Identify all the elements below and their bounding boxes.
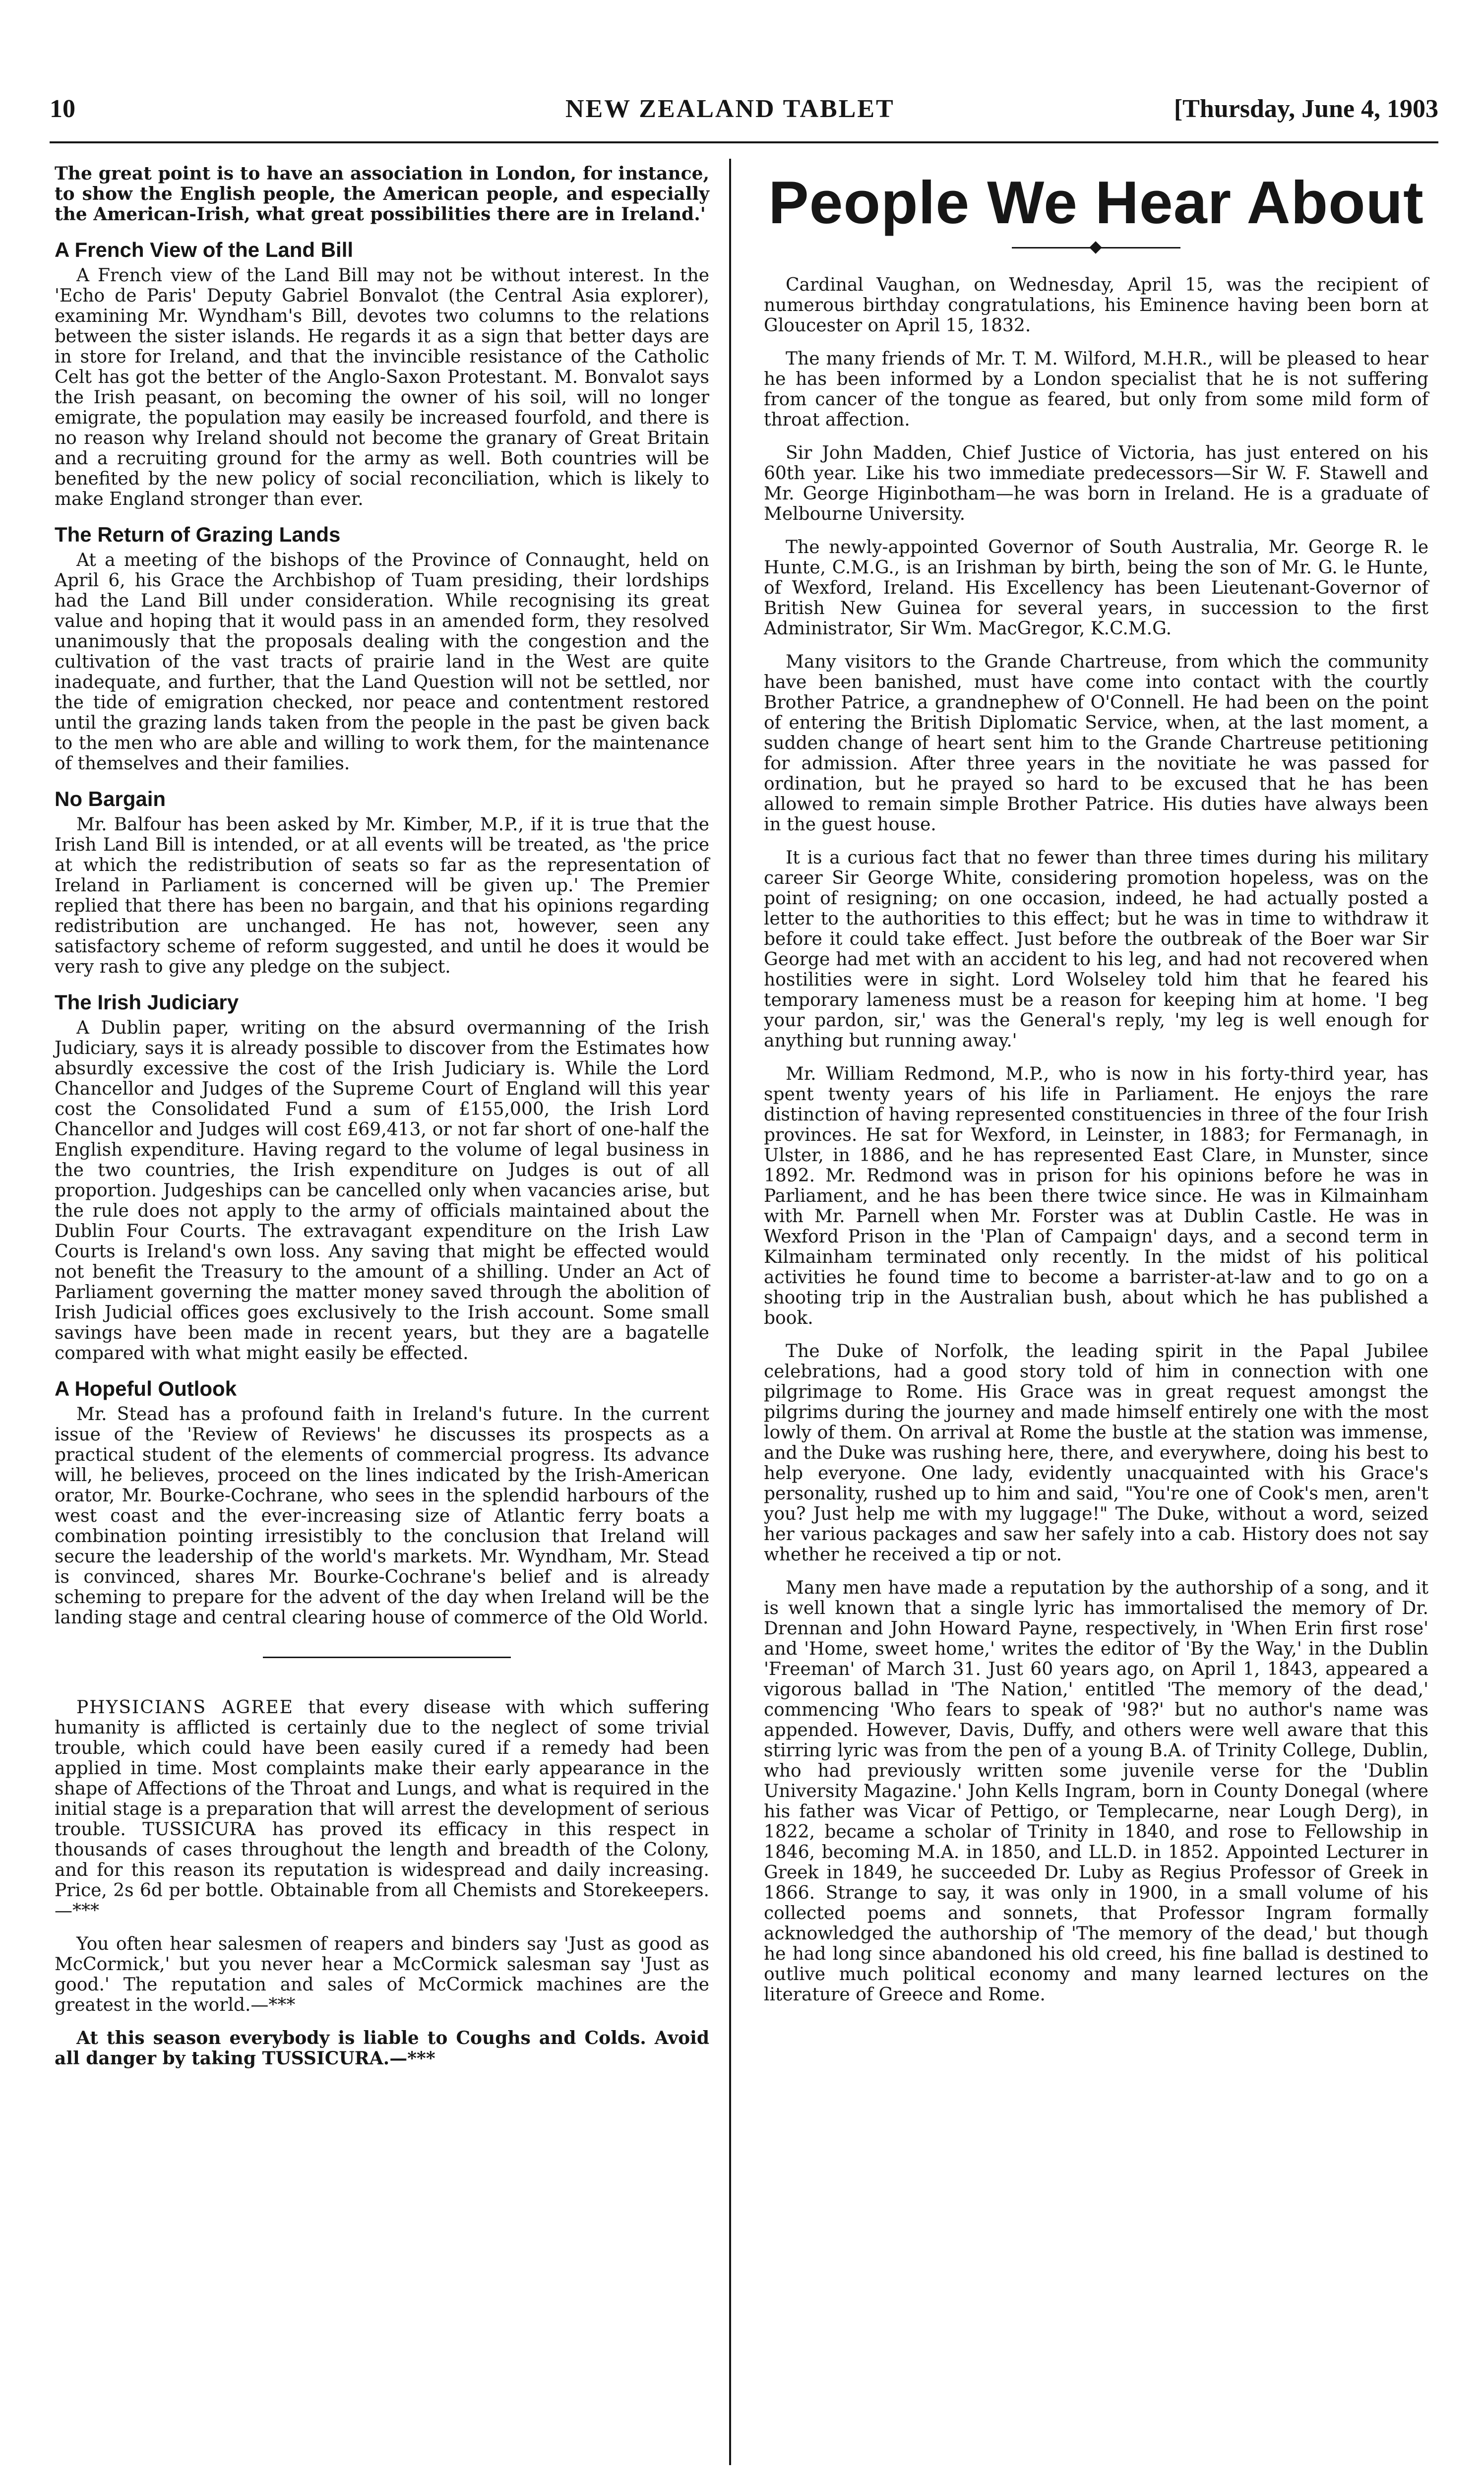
advertisement-separator <box>55 1653 709 1663</box>
section-title: A Hopeful Outlook <box>55 1377 237 1400</box>
masthead: NEW ZEALAND TABLET <box>565 95 895 123</box>
news-item: The newly-appointed Governor of South Australia, Mr. George R. le Hunte, C.M.G., is an Irishman by birth, being the son of Mr. G. le Hunte, of Wexford, Ireland. His Excellency has been Lieutenant-Governor of British New Guinea for several years, in succession to the first Administrator, Sir Wm. MacGregor, K.C.M.G. <box>764 537 1428 639</box>
news-item: Sir John Madden, Chief Justice of Victoria, has just entered on his 60th year. Like his two immediate predecessors—Sir W. F. Stawell and Mr. George Higinbotham—he was born in Ireland. He is a graduate of Melbourne University. <box>764 443 1428 524</box>
advert-lead: PHYSICIANS AGREE <box>76 1697 294 1718</box>
section-title: A French View of the Land Bill <box>55 238 354 261</box>
advert-text: that every disease with which suffering humanity is afflicted is certainly due to the neglect of some trivial trouble, which could have been easily cured if a remedy had been applied in time. Most complaints make their early appearance in the shape of Affections of the Throat and Lungs, and what is required in the initial stage is a preparation that will arrest the development of serious trouble. TUSSICURA has proved its efficacy in this respect in thousands of cases throughout the length and breadth of the Colony, and for this reason its reputation is widespread and daily increasing. Price, 2s 6d per bottle. Obtainable from all Chemists and Storekeepers.—*** <box>55 1697 709 1921</box>
title-ornament <box>764 240 1428 255</box>
column-title: People We Hear About <box>768 169 1424 236</box>
section-body: A Dublin paper, writing on the absurd overmanning of the Irish Judiciary, says it is already possible to discover from the Estimates how absurdly excessive the cost of the Irish Judiciary is. While the Lord Chancellor and Judges of the Supreme Court of England will this year cost the Consolidated Fund a sum of £155,000, the Irish Lord Chancellor and Judges will cost £69,413, or not far short of one-half the English expenditure. Having regard to the volume of legal business in the two countries, the Irish expenditure on Judges is out of all proportion. Judgeships can be cancelled only when vacancies arise, but the rule does not apply to the army of officials maintained about the Dublin Four Courts. The extravagant expenditure on the Irish Law Courts is Ireland's own loss. Any saving that might be effected would not benefit the Treasury to the amount of a shilling. Under an Act of Parliament governing the matter money saved through the abolition of Irish Judicial offices goes exclusively to the Irish account. Some small savings have been made in recent years, but they are a bagatelle compared with what might easily be effected. <box>55 1018 709 1364</box>
news-item: Mr. William Redmond, M.P., who is now in his forty-third year, has spent twenty years of his life in Parliament. He enjoys the rare distinction of having represented constituencies in three of the four Irish provinces. He sat for Wexford, in Leinster, in 1883; for Fermanagh, in Ulster, in 1886, and he has represented East Clare, in Munster, since 1892. Mr. Redmond was in prison for his opinions before he was in Parliament, and he has been there twice since. He was in Kilmainham with Mr. Parnell when Mr. Forster was at Dublin Castle. He was in Wexford Prison in the 'Plan of Campaign' days, and a second term in Kilmainham terminated only recently. In the midst of his political activities he found time to become a barrister-at-law and to go on a shooting trip in the Australian bush, about which he has published a book. <box>764 1064 1428 1328</box>
section-body: At a meeting of the bishops of the Province of Connaught, held on April 6, his Grace the Archbishop of Tuam presiding, their lordships had the Land Bill under consideration. While recognising its great value and hoping that it would pass in an amended form, they resolved unanimously that the proposals dealing with the congestion and the cultivation of the vast tracts of prairie land in the West are quite inadequate, and further, that the Land Question will not be settled, nor the tide of emigration checked, nor peace and contentment restored until the grazing lands taken from the people in the past be given back to the men who are able and willing to work them, for the maintenance of themselves and their families. <box>55 550 709 774</box>
news-item: The many friends of Mr. T. M. Wilford, M.H.R., will be pleased to hear he has been informed by a London specialist that he is not suffering from cancer of the tongue as feared, but only from some mild form of throat affection. <box>764 349 1428 430</box>
news-item: Many men have made a reputation by the authorship of a song, and it is well known that a single lyric has immortalised the memory of Dr. Drennan and John Howard Payne, respectively, in 'When Erin first rose' and 'Home, sweet home,' writes the editor of 'By the Way,' in the Dublin 'Freeman' of March 31. Just 60 years ago, on April 1, 1843, appeared a vigorous ballad in 'The Nation,' entitled 'The memory of the dead,' commencing 'Who fears to speak of '98?' but no author's name was appended. However, Davis, Duffy, and others were well aware that this stirring lyric was from the pen of a young B.A. of Trinity College, Dublin, who had previously written some juvenile verse for the 'Dublin University Magazine.' John Kells Ingram, born in County Donegal (where his father was Vicar of Pettigo, or Templecarne, near Lough Derg), in 1822, became a scholar of Trinity in 1840, and rose to Fellowship in 1846, becoming M.A. in 1850, and LL.D. in 1852. Appointed Lecturer in Greek in 1849, he succeeded Dr. Luby as Regius Professor of Greek in 1866. Strange to say, it was only in 1900, in a small volume of his collected poems and sonnets, that Professor Ingram formally acknowledged the authorship of 'The memory of the dead,' but though he had long since abandoned his old creed, his fine ballad is destined to outlive much political economy and many learned lectures on the literature of Greece and Rome. <box>764 1578 1428 2005</box>
advert-coughs: At this season everybody is liable to Coughs and Colds. Avoid all danger by taking TUSSICURA.—*** <box>55 2028 709 2069</box>
page-header <box>50 94 1438 144</box>
advert-mccormick: You often hear salesmen of reapers and binders say 'Just as good as McCormick,' but you never hear a McCormick salesman say 'Just as good.' The reputation and sales of McCormick machines are the greatest in the world.—*** <box>55 1934 709 2015</box>
page-number: 10 <box>50 95 75 123</box>
intro-paragraph: The great point is to have an association in London, for instance, to show the English people, the American people, and especially the American-Irish, what great possibilities there are in Ireland.' <box>55 163 709 225</box>
left-column <box>55 164 709 2082</box>
news-item: Cardinal Vaughan, on Wednesday, April 15, was the recipient of numerous birthday congratulations, his Eminence having been born at Gloucester on April 15, 1832. <box>764 275 1428 336</box>
section-body: A French view of the Land Bill may not be without interest. In the 'Echo de Paris' Deputy Gabriel Bonvalot (the Central Asia explorer), examining Mr. Wyndham's Bill, devotes two columns to the relations between the sister islands. He regards it as a sign that better days are in store for Ireland, and that the invincible resistance of the Catholic Celt has got the better of the Anglo-Saxon Protestant. M. Bonvalot says the Irish peasant, on becoming the owner of his soil, will no longer emigrate, the population may easily be increased fourfold, and there is no reason why Ireland should not become the granary of Great Britain and a recruiting ground for the army as well. Both countries will be benefited by the new policy of social reconciliation, which is likely to make England stronger than ever. <box>55 265 709 509</box>
news-item: The Duke of Norfolk, the leading spirit in the Papal Jubilee celebrations, had a good story told of him in connection with one pilgrimage to Rome. His Grace was in great request amongst the pilgrims during the journey and made himself entirely one with the most lowly of them. On arrival at Rome the bustle at the station was immense, and the Duke was rushing here, there, and everywhere, doing his best to help everyone. One lady, evidently unacquainted with his Grace's personality, rushed up to him and said, "You're one of Cook's men, aren't you? Just help me with my luggage!" The Duke, without a word, seized her various packages and saw her safely into a cab. History does not say whether he received a tip or not. <box>764 1341 1428 1565</box>
right-column <box>764 164 1428 2018</box>
section-body: Mr. Balfour has been asked by Mr. Kimber, M.P., if it is true that the Irish Land Bill is intended, or at all events will be treated, as 'the price at which the redistribution of seats so far as the representation of Ireland in Parliament is concerned will be given up.' The Premier replied that there has been no bargain, and that his opinions regarding redistribution are unchanged. He has not, however, seen any satisfactory scheme of reform suggested, and until he does it would be very rash to give any pledge on the subject. <box>55 814 709 977</box>
header-rule <box>50 141 1438 143</box>
section-title: The Irish Judiciary <box>55 991 239 1014</box>
news-item: Many visitors to the Grande Chartreuse, from which the community have been banished, must have come into contact with the courtly Brother Patrice, a grandnephew of O'Connell. He had been on the point of entering the British Diplomatic Service, when, at the last moment, a sudden change of heart sent him to the Grande Chartreuse petitioning for admission. After three years in the novitiate he was passed for ordination, but he prayed so hard to be excused that he has been allowed to remain simple Brother Patrice. His duties have always been in the guest house. <box>764 652 1428 835</box>
section-title: The Return of Grazing Lands <box>55 523 341 546</box>
advertisements <box>55 1697 709 2069</box>
issue-date: [Thursday, June 4, 1903 <box>1174 95 1438 123</box>
section-body: Mr. Stead has a profound faith in Ireland's future. In the current issue of the 'Review of Reviews' he discusses its prospects as a practical student of the elements of commercial progress. Its advance will, he believes, proceed on the lines indicated by the Irish-American orator, Mr. Bourke-Cochrane, who sees in the splendid harbours of the west coast and the ever-increasing size of Atlantic ferry boats a combination pointing irresistibly to the conclusion that Ireland will secure the leadership of the world's markets. Mr. Wyndham, Mr. Stead is convinced, shares Mr. Bourke-Cochrane's belief and is already scheming to prepare for the advent of the day when Ireland will be the landing stage and central clearing house of commerce of the Old World. <box>55 1404 709 1628</box>
column-divider <box>729 159 731 2465</box>
section-title: No Bargain <box>55 787 166 810</box>
news-item: It is a curious fact that no fewer than three times during his military career Sir George White, considering promotion hopeless, was on the point of resigning; on one occasion, indeed, he had actually posted a letter to the authorities to this effect; but he was in time to withdraw it before it could take effect. Just before the outbreak of the Boer war Sir George had met with an accident to his leg, and had not recovered when hostilities were in sight. Lord Wolseley told him that he feared his temporary lameness must be a reason for keeping him at home. 'I beg your pardon, sir,' was the General's reply, 'my leg is well enough for anything but running away.' <box>764 848 1428 1051</box>
advert-tussicura <box>55 1697 709 1921</box>
diamond-icon <box>1089 241 1102 253</box>
